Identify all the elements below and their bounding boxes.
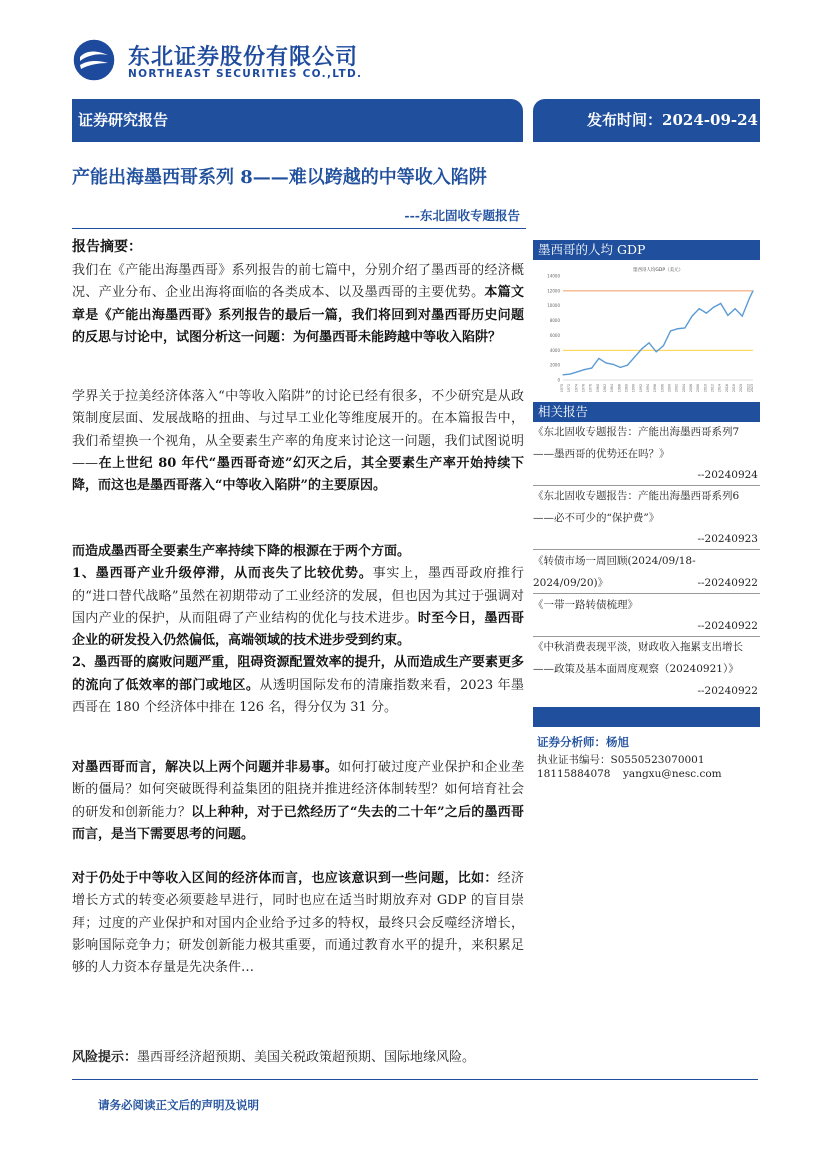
chart-title: 墨西哥人均GDP（美元）: [632, 268, 684, 273]
related-report-title[interactable]: 《转债市场一周回顾(2024/09/18-2024/09/20)》: [533, 555, 696, 589]
x-tick-label: 1972: [567, 384, 572, 393]
summary-p3-point1-conclusion: 时至今日，墨西哥企业的研发投入仍然偏低，高端领域的技术进步受到约束。: [72, 610, 524, 649]
y-tick-label: 2000: [549, 362, 560, 368]
risk-warning: [72, 1046, 475, 1065]
risk-label: 风险提示：: [72, 1050, 138, 1065]
data-point: [742, 316, 743, 317]
summary-p5-text: 经济增长方式的转变必须要趁早进行，同时也应在适当时期放弃对 GDP 的盲目崇拜；过度的产业保护和对国内企业给予过多的特权，最终只会反噬经济增长，影响国际竞争力；研发创新能力极其重要，而通过教育水平的提升，来积累足够的人力资本存量是先决条件…: [72, 871, 524, 976]
analyst-name: 证券分析师：杨旭: [537, 735, 629, 749]
x-tick-label: 1990: [631, 384, 636, 393]
data-point: [598, 358, 599, 359]
related-report-date: --20240923: [697, 533, 758, 545]
data-point: [670, 330, 671, 331]
y-tick-label: 14000: [547, 273, 560, 279]
data-point: [727, 315, 728, 316]
data-point: [691, 316, 692, 317]
x-tick-label: 1992: [638, 384, 643, 393]
x-tick-label: 1988: [624, 384, 629, 393]
summary-p4-conclusion: 以上种种，对于已然经历了“失去的二十年”之后的墨西哥而言，是当下需要思考的问题。: [72, 804, 524, 842]
data-point: [720, 303, 721, 304]
footer-disclaimer: 请务必阅读正文后的声明及说明: [98, 1098, 259, 1112]
related-report-title[interactable]: 《东北固收专题报告：产能出海墨西哥系列6——必不可少的“保护费”》: [533, 490, 740, 524]
related-report-date: --20240922: [697, 685, 758, 697]
x-tick-label: 1970: [560, 384, 564, 393]
company-logo-icon: [72, 38, 116, 82]
related-report-title[interactable]: 《东北固收专题报告：产能出海墨西哥系列7——墨西哥的优势还在吗？》: [533, 426, 740, 460]
data-point: [591, 368, 592, 369]
risk-text: 墨西哥经济超预期、美国关税政策超预期、国际地缘风险。: [137, 1050, 476, 1065]
x-tick-label: 2016: [724, 384, 729, 393]
data-point: [752, 290, 753, 291]
x-tick-label: 1982: [603, 384, 608, 393]
data-point: [699, 308, 700, 309]
summary-p3-point1-text: 事实上，墨西哥政府推行的“进口替代战略”虽然在初期带动了工业经济的发展，但也因为其过于强调对国内产业的保护，从而阻碍了产业结构的优化与技术进步。: [72, 566, 524, 626]
x-tick-label: 2002: [674, 384, 679, 393]
summary-paragraph-2: [72, 386, 524, 497]
x-tick-label: 1996: [653, 384, 658, 393]
x-tick-label: 1984: [610, 384, 615, 393]
x-tick-label: 2006: [689, 384, 694, 393]
report-subtitle: ---东北固收专题报告: [404, 208, 520, 223]
series-line: [563, 291, 753, 375]
x-tick-label: 2004: [681, 384, 686, 393]
data-point: [656, 351, 657, 352]
gdp-per-capita-chart: [533, 260, 760, 393]
data-point: [627, 365, 628, 366]
x-tick-label: 1986: [617, 384, 622, 393]
summary-paragraph-3: [72, 541, 524, 719]
y-tick-label: 6000: [549, 332, 560, 338]
x-tick-label: 2020: [739, 384, 744, 393]
data-point: [734, 308, 735, 309]
company-name-en: NORTHEAST SECURITIES CO.,LTD.: [128, 68, 363, 80]
related-report-title[interactable]: 《一带一路转债梳理》: [533, 599, 638, 611]
data-point: [605, 362, 606, 363]
x-tick-label: 2012: [710, 384, 715, 393]
x-tick-label: 1994: [646, 384, 651, 393]
y-tick-label: 4000: [549, 347, 560, 353]
y-tick-label: 8000: [549, 318, 560, 324]
data-point: [749, 298, 750, 299]
data-point: [713, 307, 714, 308]
summary-p4-text: 如何打破过度产业保护和企业垄断的僵局？如何突破既得利益集团的阻挠并推进经济体制转型？如何培育社会的研发和创新能力？: [72, 760, 524, 820]
y-tick-label: 10000: [547, 303, 560, 309]
summary-p3-point1-bold: 1、墨西哥产业升级停滞，从而丧失了比较优势。: [72, 566, 373, 582]
x-tick-label: 2018: [732, 384, 737, 393]
data-point: [570, 373, 571, 374]
data-point: [648, 342, 649, 343]
title-divider: [72, 228, 526, 229]
x-tick-label: 2022: [746, 384, 751, 393]
data-point: [562, 374, 563, 375]
data-point: [706, 313, 707, 314]
data-point: [577, 371, 578, 372]
summary-paragraph-4: [72, 757, 524, 846]
summary-heading: 报告摘要：: [72, 239, 142, 255]
x-tick-label: 2008: [696, 384, 701, 393]
summary-p3-point2-text: 从透明国际发布的清廉指数来看，2023 年墨西哥在 180 个经济体中排在 126 名，得分仅为 31 分。: [72, 677, 524, 716]
data-point: [584, 369, 585, 370]
data-point: [620, 367, 621, 368]
related-report-date: --20240924: [697, 469, 758, 481]
data-point: [634, 356, 635, 357]
x-tick-label: 2023: [750, 384, 754, 393]
x-tick-label: 2014: [717, 384, 722, 393]
data-point: [613, 364, 614, 365]
summary-p3-point2-bold: 2、墨西哥的腐败问题严重，阻碍资源配置效率的提升，从而造成生产要素更多的流向了低效率的部门或地区。: [72, 655, 524, 693]
related-report-date: --20240922: [697, 577, 758, 589]
summary-paragraph-5: [72, 868, 524, 979]
publish-date: 发布时间：2024-09-24: [587, 111, 758, 129]
related-report-title[interactable]: 《中秋消费表现平淡，财政收入拖累支出增长——政策及基本面周度观察（20240921）》: [533, 641, 743, 675]
y-tick-label: 12000: [547, 288, 560, 294]
summary-p2-bold: 在上世纪 80 年代“墨西哥奇迹”幻灭之后，其全要素生产率开始持续下降，而这也是墨西哥落入“中等收入陷阱”的主要原因。: [72, 455, 524, 494]
summary-p2-text: 学界关于拉美经济体落入“中等收入陷阱”的讨论已经有很多，不少研究是从政策制度层面、发展战略的扭曲、与过早工业化等维度展开的。在本篇报告中，我们希望换一个视角，从全要素生产率的角度来讨论这一问题，我们试图说明——: [72, 389, 524, 471]
related-reports-heading: 相关报告: [533, 402, 760, 422]
x-tick-label: 1976: [581, 384, 586, 393]
x-tick-label: 1978: [588, 384, 593, 393]
x-tick-label: 2010: [703, 384, 708, 393]
x-tick-label: 1974: [574, 384, 579, 393]
analyst-bar: [533, 707, 760, 727]
report-type: 证券研究报告: [78, 111, 169, 129]
analyst-certificate: 执业证书编号：S0550523070001: [537, 754, 705, 766]
footer-divider: [72, 1079, 758, 1080]
y-tick-label: 0: [557, 377, 560, 383]
x-tick-label: 1980: [595, 384, 600, 393]
summary-p5-bold: 对于仍处于中等收入区间的经济体而言，也应该意识到一些问题，比如：: [72, 871, 498, 886]
x-tick-label: 1998: [660, 384, 665, 393]
chart-heading: 墨西哥的人均 GDP: [533, 240, 760, 260]
summary-paragraph-1: [72, 260, 524, 349]
data-point: [677, 328, 678, 329]
x-tick-label: 2000: [667, 384, 672, 393]
company-name-cn: 东北证券股份有限公司: [128, 45, 359, 70]
summary-p4-bold: 对墨西哥而言，解决以上两个问题并非易事。: [72, 760, 339, 775]
summary-p3-heading: 而造成墨西哥全要素生产率持续下降的根源在于两个方面。: [72, 544, 411, 559]
related-report-date: --20240922: [697, 620, 758, 632]
analyst-phone: 18115884078: [537, 768, 611, 780]
data-point: [663, 345, 664, 346]
summary-p1-text: 我们在《产能出海墨西哥》系列报告的前七篇中，分别介绍了墨西哥的经济概况、产业分布、企业出海将面临的各类成本、以及墨西哥的主要优势。: [72, 263, 524, 301]
report-title: 产能出海墨西哥系列 8——难以跨越的中等收入陷阱: [72, 167, 487, 188]
summary-p1-bold: 本篇文章是《产能出海墨西哥》系列报告的最后一篇，我们将回到对墨西哥历史问题的反思与讨论中，试图分析这一问题：为何墨西哥未能跨越中等收入陷阱？: [72, 285, 524, 345]
data-point: [684, 327, 685, 328]
data-point: [641, 348, 642, 349]
analyst-email[interactable]: yangxu@nesc.com: [623, 768, 722, 780]
